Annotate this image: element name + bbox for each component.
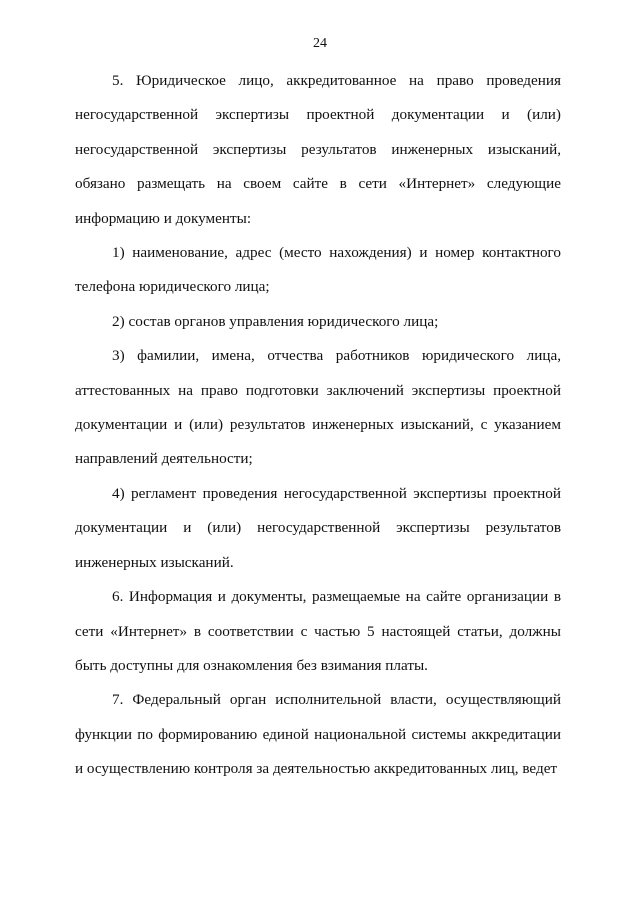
page-number: 24 (313, 36, 327, 51)
paragraph-7: 7. Федеральный орган исполнительной власти, осуществляющий функции по формированию единой национальной системы аккредитации и осуществлению контроля за деятельностью аккредитованных лиц, ведет (75, 691, 561, 778)
list-item-2: 2) состав органов управления юридического лица; (112, 312, 439, 330)
paragraph-5: 5. Юридическое лицо, аккредитованное на право проведения негосударственной экспертизы проектной документации и (или) негосударственной экспертизы результатов инженерных изысканий, обязано размещать на своем сайте в сети «Интернет» следующие информацию и документы: (75, 72, 561, 227)
document-body (75, 64, 561, 787)
list-item-3: 3) фамилии, имена, отчества работников юридического лица, аттестованных на право подготовки заключений экспертизы проектной документации и (или) результатов инженерных изысканий, с указанием направлений деятельности; (75, 347, 561, 468)
paragraph-6: 6. Информация и документы, размещаемые на сайте организации в сети «Интернет» в соответствии с частью 5 настоящей статьи, должны быть доступны для ознакомления без взимания платы. (75, 588, 561, 674)
list-item-1: 1) наименование, адрес (место нахождения) и номер контактного телефона юридического лица; (75, 244, 561, 296)
list-item-4: 4) регламент проведения негосударственной экспертизы проектной документации и (или) негосударственной экспертизы результатов инженерных изысканий. (75, 484, 561, 571)
